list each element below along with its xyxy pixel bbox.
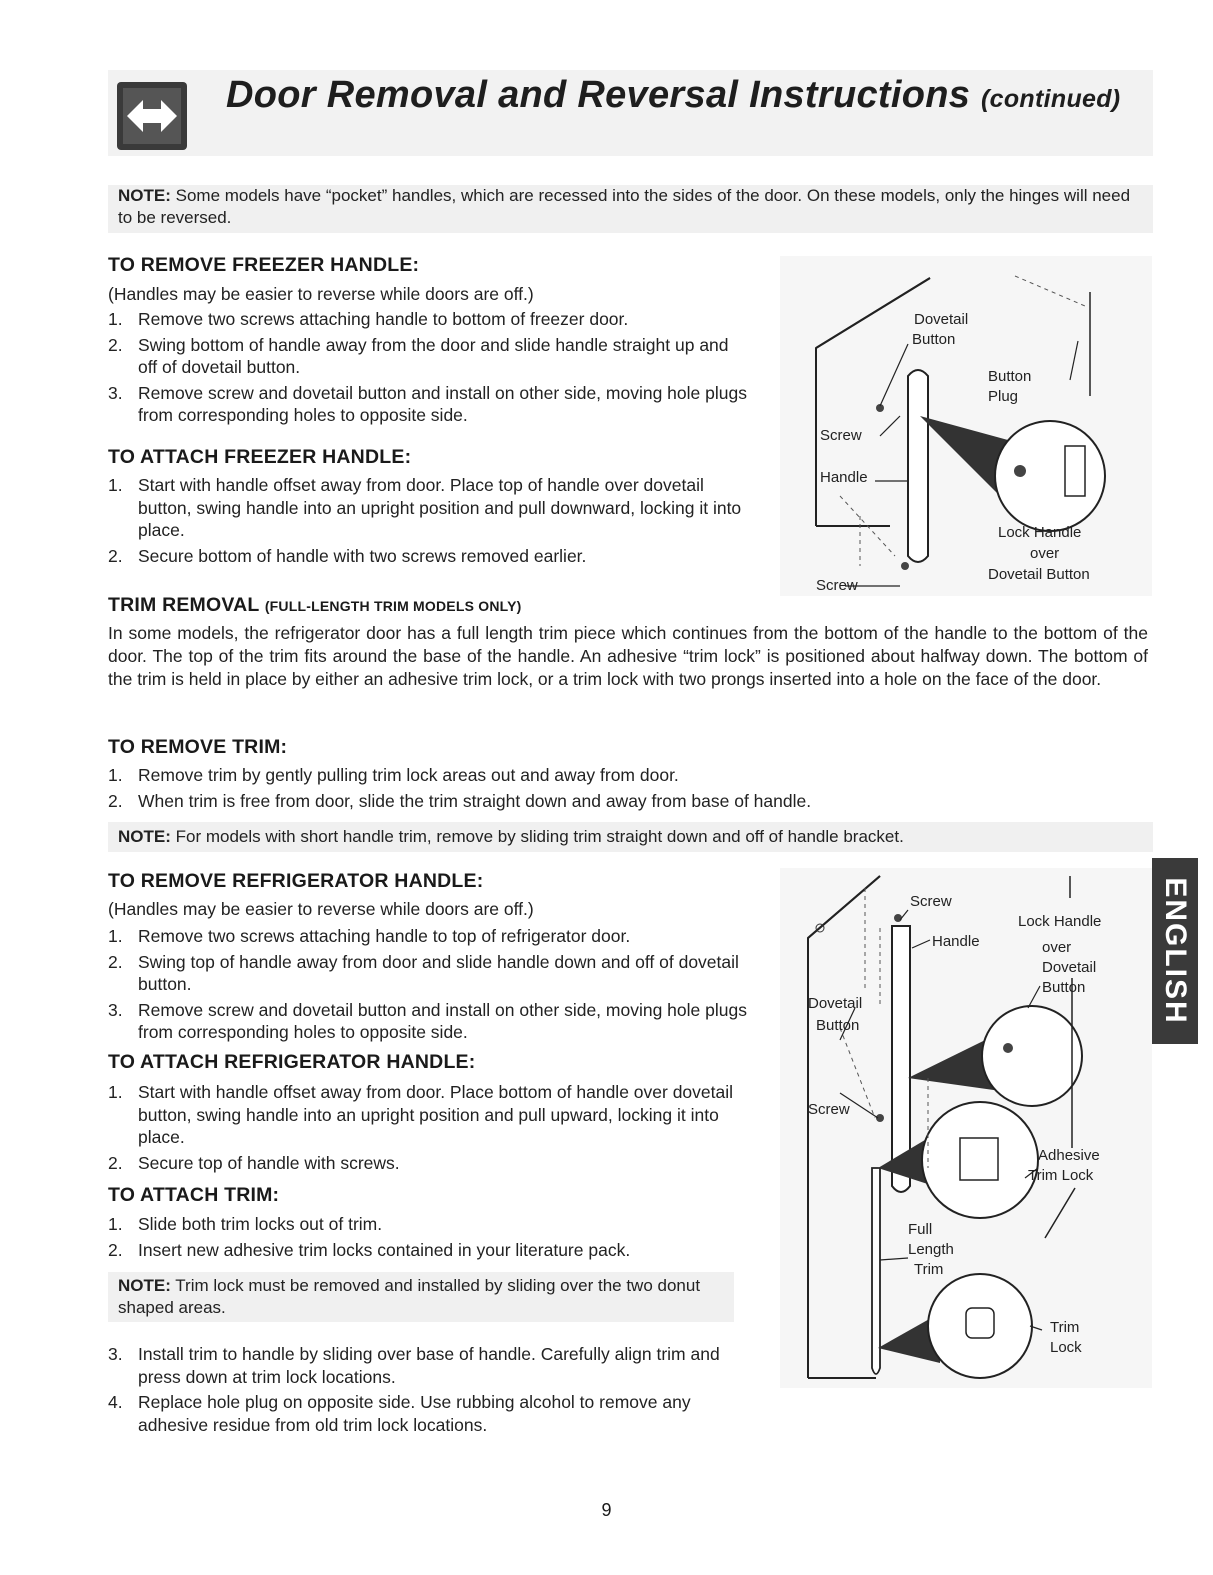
note-text: Trim lock must be removed and installed by sliding over the two donut shaped areas.: [118, 1276, 701, 1317]
note-label: NOTE:: [118, 1276, 171, 1295]
remove-trim-steps: [108, 764, 1148, 812]
label-screw-top: Screw: [910, 893, 952, 910]
note-label: NOTE:: [118, 827, 171, 846]
label-trim-bottom: Trim: [1050, 1319, 1080, 1336]
attach-freezer-steps: [108, 474, 748, 567]
list-item: 2. Insert new adhesive trim locks contained in your literature pack.: [108, 1239, 631, 1260]
remove-freezer-steps: [108, 308, 748, 427]
label-button: Button: [1042, 979, 1086, 996]
label-button-left: Button: [816, 1017, 860, 1034]
language-tab-label: ENGLISH: [1159, 877, 1192, 1025]
list-item: 3. Remove screw and dovetail button and install on other side, moving hole plugs from corresponding holes to opposite side.: [108, 999, 747, 1042]
list-item: 1. Remove two screws attaching handle to top of refrigerator door.: [108, 926, 631, 946]
trim-removal-text: In some models, the refrigerator door has a full length trim piece which continues from the bottom of the handle to the bottom of the door. The top of the trim fits around the base of the handle. An adhesive “trim lock” is positioned about halfway down. The bottom of the trim is held in place by either an adhesive trim lock, or a trim lock with two prongs inserted into a hole on the face of the door.: [108, 623, 1148, 689]
label-length: Length: [908, 1241, 954, 1258]
list-item: 1. Start with handle offset away from door. Place bottom of handle over dovetail button, swing handle into an upright position and pull upward, locking it into place.: [108, 1082, 734, 1147]
list-item: 1. Remove trim by gently pulling trim lock areas out and away from door.: [108, 765, 679, 785]
label-trim-lock: Trim Lock: [1028, 1167, 1094, 1184]
list-item: 2. Swing bottom of handle away from the door and slide handle straight up and off of dovetail button.: [108, 334, 729, 377]
label-handle: Handle: [820, 469, 868, 486]
heading-trim-removal-qualifier: (FULL-LENGTH TRIM MODELS ONLY): [264, 598, 522, 614]
list-item: 2. Secure bottom of handle with two screws removed earlier.: [108, 545, 587, 566]
label-screw-top: Screw: [820, 427, 862, 444]
label-button-plug: Button: [988, 368, 1032, 385]
heading-remove-trim: TO REMOVE TRIM:: [108, 736, 288, 758]
page-title: Door Removal and Reversal Instructions (continued): [226, 74, 1121, 116]
label-lock-handle: Lock Handle: [1018, 913, 1102, 930]
label-dovetail: Dovetail: [1042, 959, 1097, 976]
label-dovetail: Dovetail: [914, 311, 969, 328]
label-screw-left: Screw: [808, 1101, 850, 1118]
remove-refrigerator-intro: (Handles may be easier to reverse while doors are off.): [108, 899, 534, 919]
label-lock-handle: Lock Handle: [998, 524, 1082, 541]
list-item: 2. When trim is free from door, slide the trim straight down and away from base of handle.: [108, 790, 812, 811]
double-arrow-icon: [117, 82, 187, 150]
list-item: 2. Swing top of handle away from door and slide handle down and off of dovetail button.: [108, 951, 739, 994]
note-text: Some models have “pocket” handles, which are recessed into the sides of the door. On these models, only the hinges will need to be reversed.: [118, 186, 1131, 227]
freezer-handle-illustration: [780, 256, 1152, 596]
heading-remove-refrigerator-handle: TO REMOVE REFRIGERATOR HANDLE:: [108, 870, 484, 892]
label-screw-bottom: Screw: [816, 577, 858, 594]
label-trim: Trim: [914, 1261, 944, 1278]
note-trim-lock: [108, 1272, 734, 1322]
list-item: 2. Secure top of handle with screws.: [108, 1152, 400, 1173]
list-item: 1. Remove two screws attaching handle to bottom of freezer door.: [108, 309, 629, 329]
label-dovetail-button: Dovetail Button: [988, 566, 1090, 583]
label-over: over: [1030, 545, 1060, 562]
heading-attach-trim: TO ATTACH TRIM:: [108, 1184, 280, 1206]
note-pocket-handles: [108, 185, 1153, 233]
page-number: 9: [601, 1500, 612, 1520]
language-tab: [1152, 858, 1198, 1044]
note-label: NOTE:: [118, 186, 171, 205]
heading-attach-refrigerator-handle: TO ATTACH REFRIGERATOR HANDLE:: [108, 1051, 476, 1073]
label-plug: Plug: [988, 388, 1019, 405]
list-item: 3. Install trim to handle by sliding over base of handle. Carefully align trim and press down at trim lock locations.: [108, 1344, 720, 1387]
title-continued: (continued): [981, 85, 1121, 113]
heading-trim-removal: TRIM REMOVAL (FULL-LENGTH TRIM MODELS ONLY): [108, 594, 522, 616]
remove-freezer-intro: (Handles may be easier to reverse while doors are off.): [108, 284, 534, 304]
label-lock-bottom: Lock: [1050, 1339, 1082, 1356]
refrigerator-handle-diagram: [780, 868, 1152, 1388]
freezer-handle-diagram: [780, 256, 1152, 596]
label-adhesive: Adhesive: [1038, 1147, 1100, 1164]
attach-trim-steps-continued: [108, 1343, 748, 1436]
heading-remove-freezer-handle: TO REMOVE FREEZER HANDLE:: [108, 254, 420, 276]
list-item: 1. Start with handle offset away from door. Place top of handle over dovetail button, swing handle into an upright position and pull downward, locking it into place.: [108, 475, 742, 540]
heading-attach-freezer-handle: TO ATTACH FREEZER HANDLE:: [108, 446, 412, 468]
label-over: over: [1042, 939, 1072, 956]
list-item: 3. Remove screw and dovetail button and install on other side, moving hole plugs from corresponding holes to opposite side.: [108, 382, 747, 425]
note-short-handle-trim: [108, 822, 1153, 852]
label-dovetail-left: Dovetail: [808, 995, 863, 1012]
note-text: For models with short handle trim, remove by sliding trim straight down and off of handle bracket.: [170, 827, 904, 846]
remove-refrigerator-steps: [108, 925, 748, 1044]
label-handle: Handle: [932, 933, 980, 950]
attach-refrigerator-steps: [108, 1081, 748, 1174]
label-full: Full: [908, 1221, 933, 1238]
list-item: 4. Replace hole plug on opposite side. Use rubbing alcohol to remove any adhesive residue from old trim lock locations.: [108, 1392, 691, 1435]
attach-trim-steps: [108, 1213, 748, 1261]
list-item: 1. Slide both trim locks out of trim.: [108, 1214, 383, 1234]
label-button: Button: [912, 331, 956, 348]
